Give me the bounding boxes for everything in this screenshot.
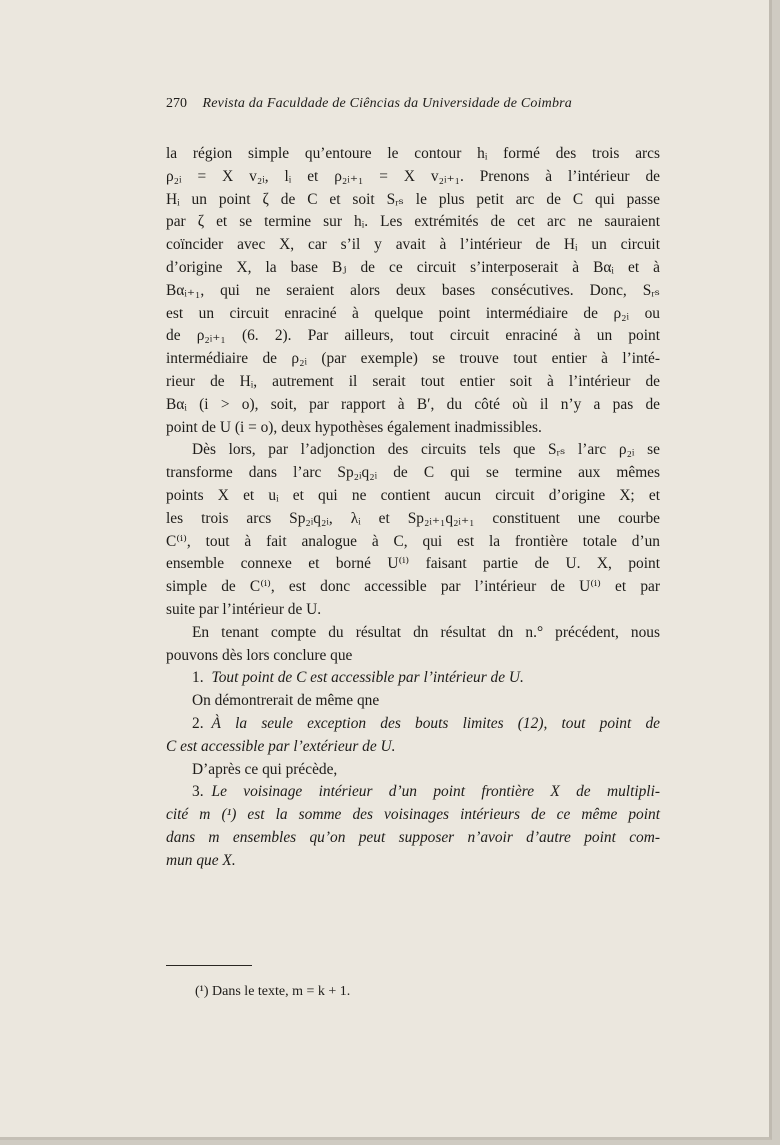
statement-number: 2.	[192, 714, 204, 732]
paragraph-1	[166, 143, 660, 439]
text-line-last: pouvons dès lors conclure que	[166, 646, 353, 664]
text-line: Hᵢ un point ζ de C et soit Sᵣₛ le plus petit arc de C qui passe	[166, 190, 660, 208]
running-header	[166, 96, 628, 112]
statement-number: 1.	[192, 669, 204, 687]
remark-line: On démontrerait de même qne	[192, 692, 380, 710]
text-line-last: suite par l’intérieur de U.	[166, 600, 322, 618]
statement-text: Le voisinage intérieur d’un point frontière X de multipli-	[211, 783, 660, 801]
footnote-text: Dans le texte, m = k + 1.	[212, 984, 351, 999]
text-line: Bαᵢ (i > o), soit, par rapport à B′, du côté où il n’y a pas de	[166, 395, 660, 413]
text-line: ensemble connexe et borné U⁽ⁱ⁾ faisant partie de U. X, point	[166, 555, 660, 573]
paragraph-2	[166, 439, 660, 621]
text-line: En tenant compte du résultat dn résultat dn n.° précédent, nous	[192, 623, 660, 641]
text-line: est un circuit enraciné à quelque point intermédiaire de ρ₂ᵢ ou	[166, 304, 660, 322]
statement-number: 3.	[192, 783, 204, 801]
text-line: rieur de Hᵢ, autrement il serait tout entier soit à l’intérieur de	[166, 372, 660, 390]
text-line: Dès lors, par l’adjonction des circuits tels que Sᵣₛ l’arc ρ₂ᵢ se	[192, 441, 660, 459]
footnote-rule	[166, 965, 252, 966]
text-line: les trois arcs Sp₂ᵢq₂ᵢ, λᵢ et Sp₂ᵢ₊₁q₂ᵢ₊₁ constituent une courbe	[166, 509, 660, 527]
page-number: 270	[166, 96, 187, 111]
statement-3	[166, 781, 660, 872]
text-line: ρ₂ᵢ = X v₂ᵢ, lᵢ et ρ₂ᵢ₊₁ = X v₂ᵢ₊₁. Prenons à l’intérieur de	[166, 167, 660, 185]
statement-line	[166, 713, 660, 736]
statement-text: Tout point de C est accessible par l’intérieur de U.	[211, 669, 524, 687]
statement-text: À la seule exception des bouts limites (12), tout point de	[211, 714, 660, 732]
text-line: la région simple qu’entoure le contour hᵢ formé des trois arcs	[166, 145, 660, 162]
statement-text: mun que X.	[166, 851, 236, 869]
text-line: de ρ₂ᵢ₊₁ (6. 2). Par ailleurs, tout circuit enraciné à un point	[166, 327, 660, 345]
statement-2	[166, 713, 660, 759]
statement-text: C est accessible par l’extérieur de U.	[166, 737, 396, 755]
text-line: coïncider avec X, car s’il y avait à l’intérieur de Hᵢ un circuit	[166, 236, 660, 254]
statement-line	[166, 781, 660, 804]
text-line: par ζ et se termine sur hᵢ. Les extrémités de cet arc ne sauraient	[166, 213, 660, 231]
statement-text: dans m ensembles qu’on peut supposer n’avoir d’autre point com-	[166, 828, 660, 846]
text-line: d’origine X, la base Bⱼ de ce circuit s’interposerait à Bαᵢ et à	[166, 258, 660, 276]
text-line: C⁽ⁱ⁾, tout à fait analogue à C, qui est la frontière totale d’un	[166, 532, 660, 550]
text-line: intermédiaire de ρ₂ᵢ (par exemple) se trouve tout entier à l’inté-	[166, 350, 660, 368]
footnote	[195, 984, 350, 1000]
transition-line: D’après ce qui précède,	[192, 760, 338, 778]
body-text	[166, 143, 660, 873]
journal-title: Revista da Faculdade de Ciências da Universidade de Coimbra	[202, 96, 573, 111]
footnote-marker: (¹)	[195, 984, 209, 999]
text-line: Bαᵢ₊₁, qui ne seraient alors deux bases consécutives. Donc, Sᵣₛ	[166, 281, 660, 299]
text-line: simple de C⁽ⁱ⁾, est donc accessible par l’intérieur de U⁽ⁱ⁾ et par	[166, 578, 660, 596]
statement-text: cité m (¹) est la somme des voisinages intérieurs de ce même point	[166, 806, 660, 824]
statement-1	[166, 667, 660, 690]
text-line: transforme dans l’arc Sp₂ᵢq₂ᵢ de C qui se termine aux mêmes	[166, 464, 660, 482]
text-line: points X et uᵢ et qui ne contient aucun circuit d’origine X; et	[166, 486, 660, 504]
text-line-last: point de U (i = o), deux hypothèses également inadmissibles.	[166, 418, 542, 436]
paragraph-3	[166, 622, 660, 668]
